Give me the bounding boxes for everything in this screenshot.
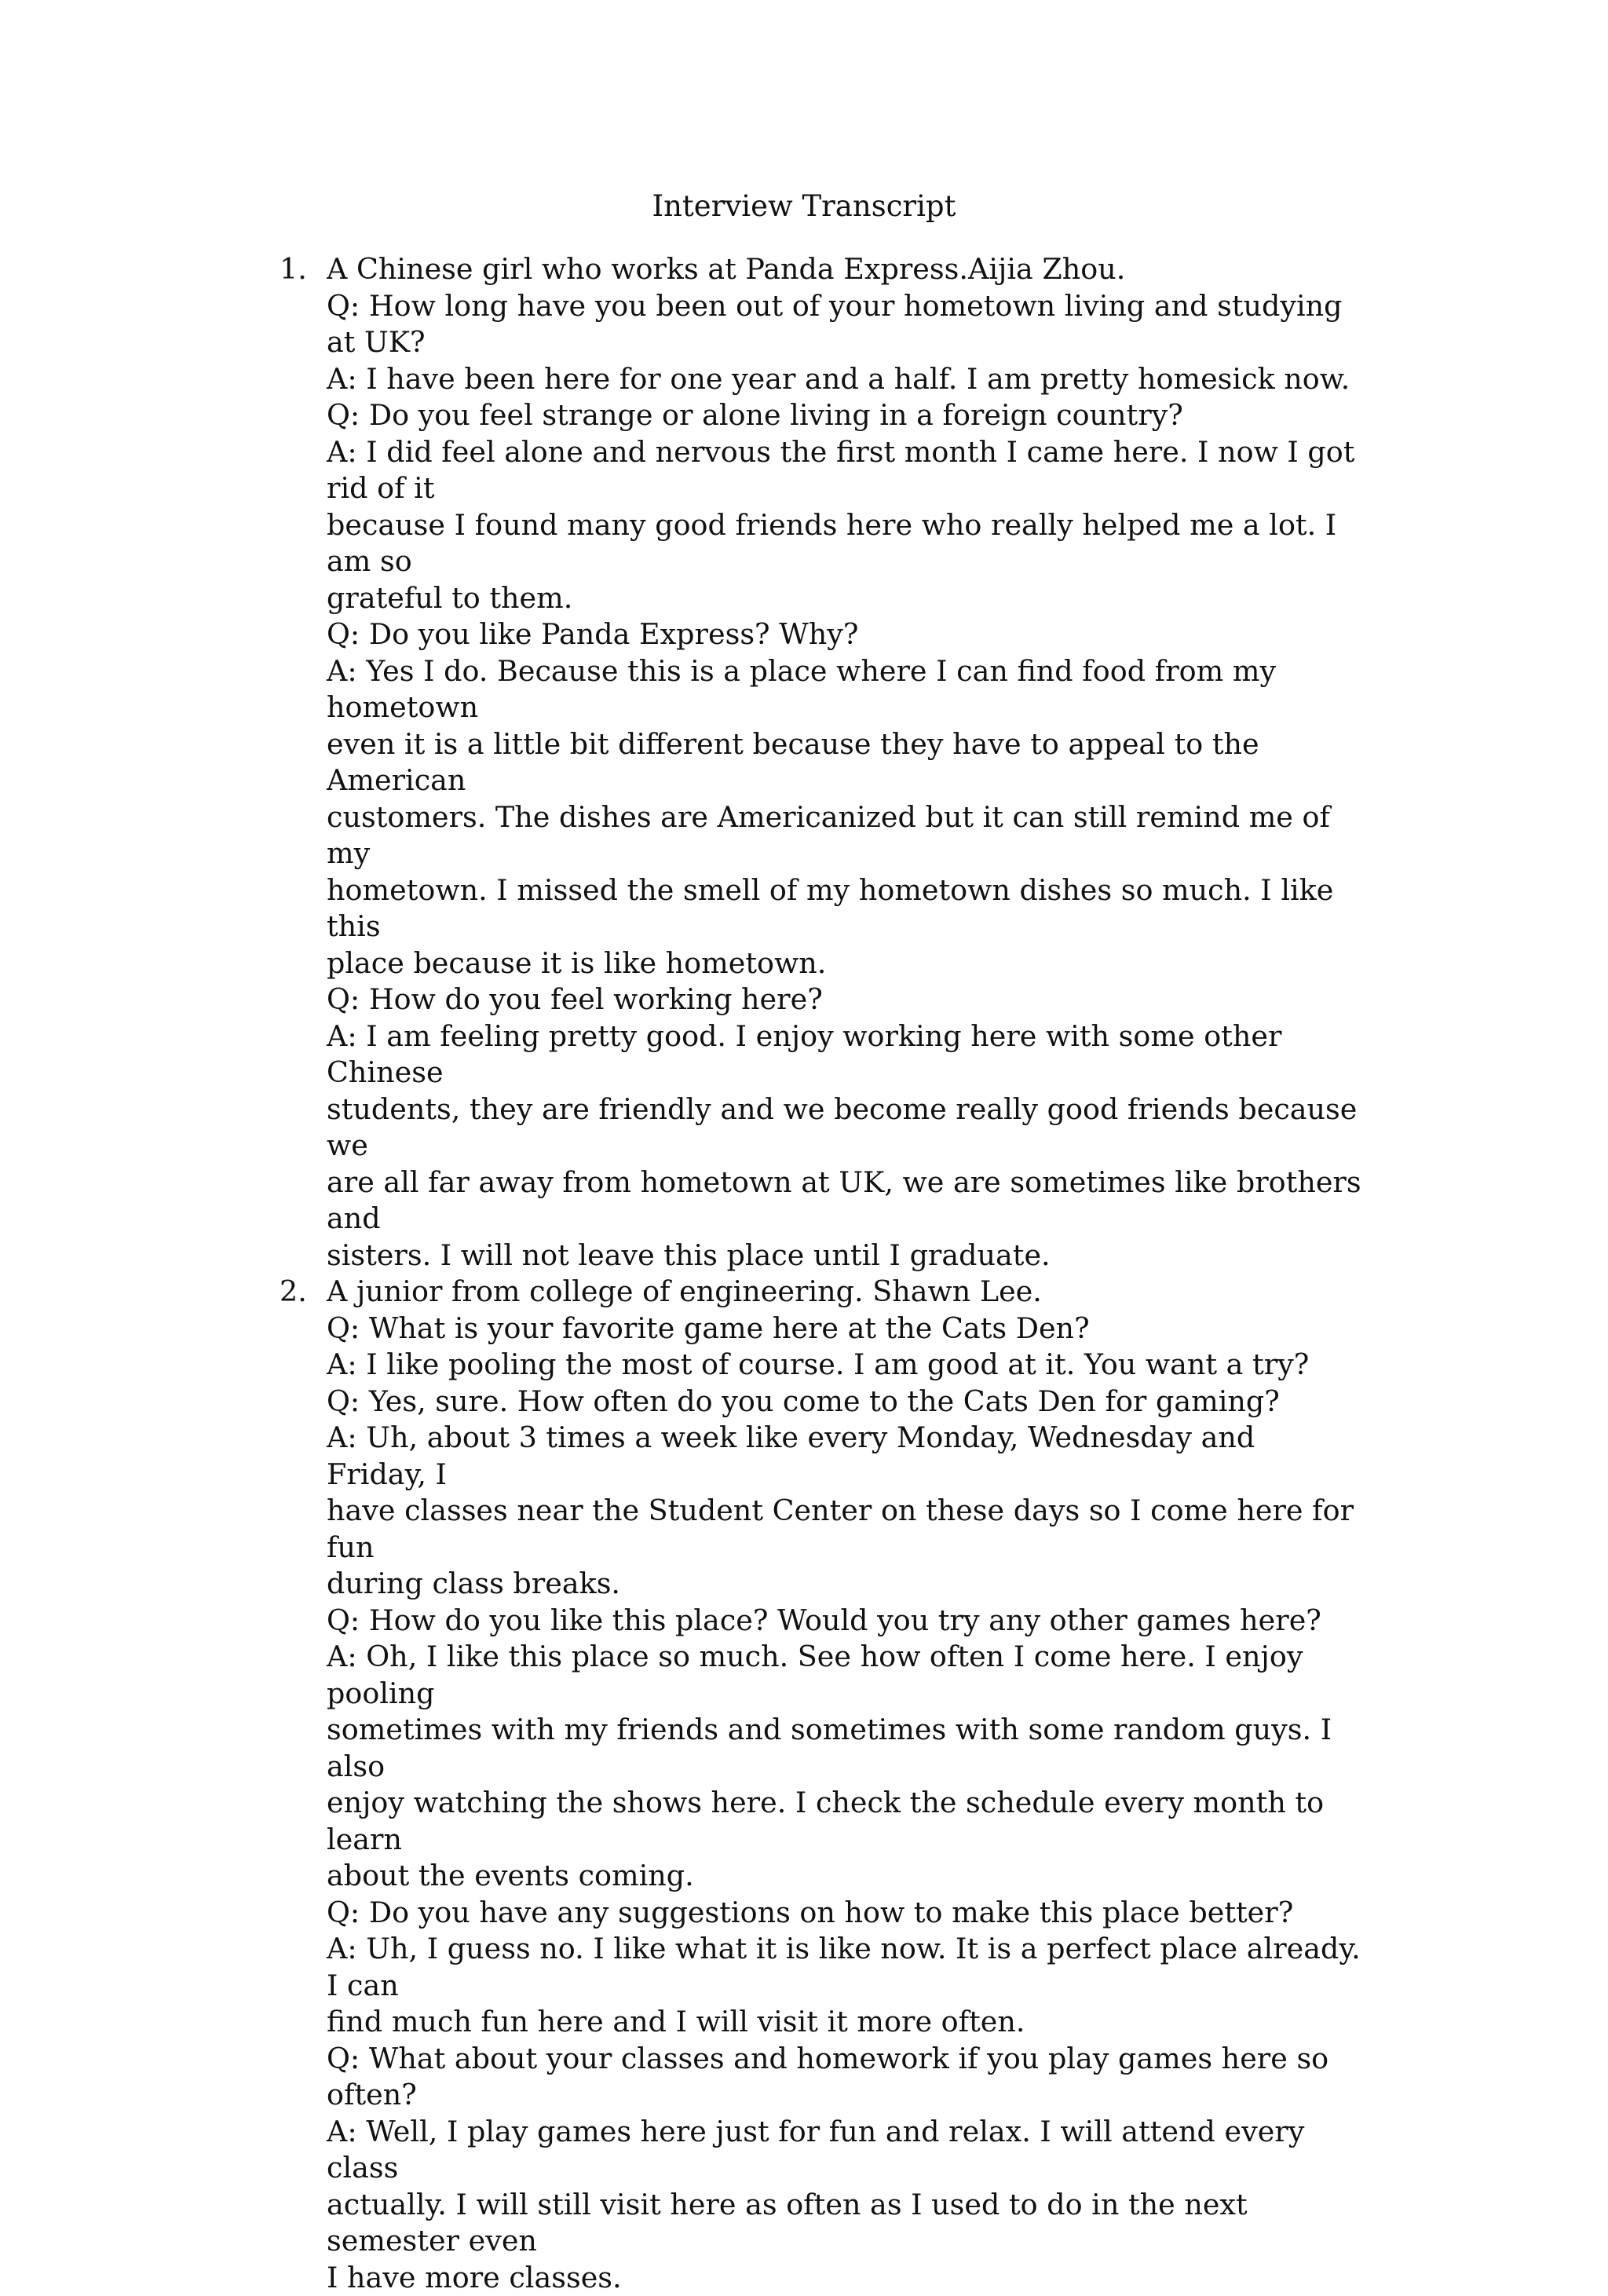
transcript-line: A: Yes I do. Because this is a place where I can find food from my hometown [327, 653, 1363, 726]
transcript-line: I have more classes. [327, 2260, 1363, 2296]
transcript-line: grateful to them. [327, 580, 1363, 617]
transcript-line: about the events coming. [327, 1858, 1363, 1895]
transcript-line: A Chinese girl who works at Panda Express.Aijia Zhou. [327, 251, 1363, 288]
transcript-line: sisters. I will not leave this place until I graduate. [327, 1238, 1363, 1274]
transcript-line: during class breaks. [327, 1566, 1363, 1603]
transcript-line: Q: How do you like this place? Would you try any other games here? [327, 1603, 1363, 1640]
transcript-line: students, they are friendly and we become really good friends because we [327, 1091, 1363, 1164]
transcript-entry [280, 1274, 1363, 2296]
transcript-line: A junior from college of engineering. Shawn Lee. [327, 1274, 1363, 1311]
transcript-line: Q: What is your favorite game here at the Cats Den? [327, 1311, 1363, 1347]
document-title: Interview Transcript [0, 188, 1608, 225]
transcript-line: A: Oh, I like this place so much. See how often I come here. I enjoy pooling [327, 1639, 1363, 1712]
transcript-line: A: Uh, I guess no. I like what it is like now. It is a perfect place already. I can [327, 1931, 1363, 2004]
transcript-line: Q: How do you feel working here? [327, 982, 1363, 1018]
transcript-line: have classes near the Student Center on these days so I come here for fun [327, 1493, 1363, 1566]
transcript-entry [280, 251, 1363, 1274]
entry-number: 2. [280, 1274, 307, 1311]
transcript-line: A: I am feeling pretty good. I enjoy working here with some other Chinese [327, 1018, 1363, 1091]
transcript-line: A: I like pooling the most of course. I am good at it. You want a try? [327, 1347, 1363, 1384]
transcript-line: Q: What about your classes and homework if you play games here so often? [327, 2041, 1363, 2114]
transcript-line: A: I have been here for one year and a half. I am pretty homesick now. [327, 361, 1363, 398]
transcript-line: Q: Do you like Panda Express? Why? [327, 616, 1363, 653]
transcript-line: are all far away from hometown at UK, we are sometimes like brothers and [327, 1164, 1363, 1238]
transcript-line: even it is a little bit different because they have to appeal to the American [327, 726, 1363, 799]
transcript-line: A: Uh, about 3 times a week like every Monday, Wednesday and Friday, I [327, 1420, 1363, 1493]
transcript-line: Q: Yes, sure. How often do you come to the Cats Den for gaming? [327, 1384, 1363, 1420]
transcript-line: Q: Do you have any suggestions on how to make this place better? [327, 1895, 1363, 1932]
transcript-line: A: Well, I play games here just for fun and relax. I will attend every class [327, 2114, 1363, 2187]
transcript-line: Q: How long have you been out of your hometown living and studying at UK? [327, 288, 1363, 361]
entry-number: 1. [280, 251, 307, 288]
transcript-line: customers. The dishes are Americanized but it can still remind me of my [327, 799, 1363, 872]
transcript-line: hometown. I missed the smell of my hometown dishes so much. I like this [327, 872, 1363, 945]
transcript-line: actually. I will still visit here as often as I used to do in the next semester even [327, 2187, 1363, 2260]
transcript-list [280, 251, 1363, 2296]
transcript-line: place because it is like hometown. [327, 945, 1363, 982]
transcript-line: enjoy watching the shows here. I check the schedule every month to learn [327, 1785, 1363, 1858]
transcript-line: find much fun here and I will visit it more often. [327, 2004, 1363, 2041]
transcript-line: sometimes with my friends and sometimes with some random guys. I also [327, 1712, 1363, 1785]
transcript-line: Q: Do you feel strange or alone living in a foreign country? [327, 397, 1363, 434]
transcript-line: A: I did feel alone and nervous the first month I came here. I now I got rid of it [327, 434, 1363, 507]
transcript-line: because I found many good friends here who really helped me a lot. I am so [327, 507, 1363, 580]
